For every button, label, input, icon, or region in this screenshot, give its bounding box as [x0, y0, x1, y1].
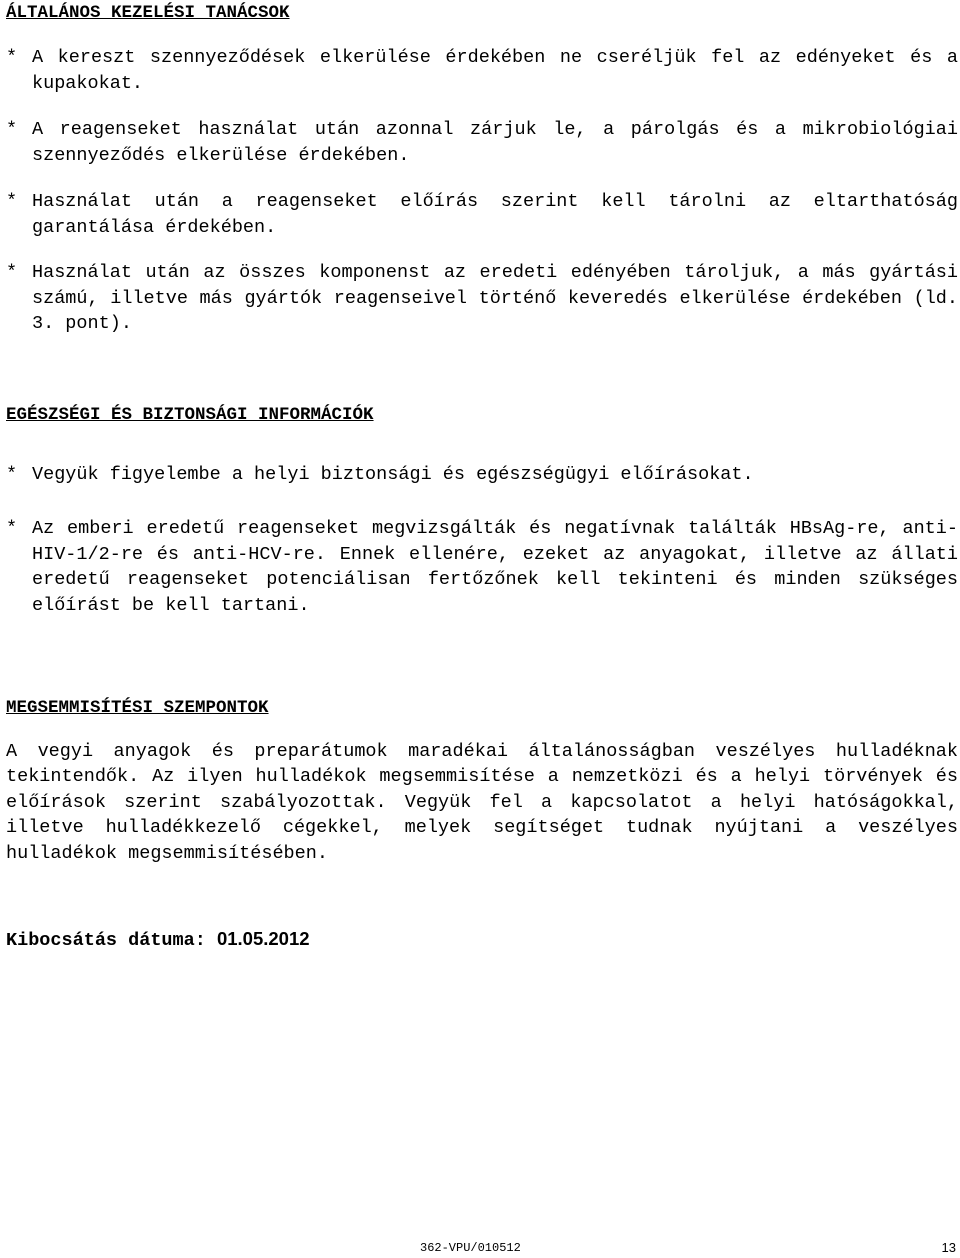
bullet-marker: *: [6, 191, 18, 212]
bullet-marker: *: [6, 518, 18, 539]
list-item-text: Használat után a reagenseket előírás szerint kell tárolni az eltarthatóság garantálása érdekében.: [32, 191, 958, 238]
list-item-text: A kereszt szennyeződések elkerülése érdekében ne cseréljük fel az edényeket és a kupakokat.: [32, 47, 958, 94]
issue-date: [6, 928, 310, 951]
bullet-marker: *: [6, 464, 18, 485]
list-item-text: A reagenseket használat után azonnal zárjuk le, a párolgás és a mikrobiológiai szennyeződés elkerülése érdekében.: [32, 119, 958, 166]
section-title-general: ÁLTALÁNOS KEZELÉSI TANÁCSOK: [6, 3, 290, 23]
section-title-disposal: MEGSEMMISÍTÉSI SZEMPONTOK: [6, 698, 269, 718]
page-number: 13: [941, 1240, 956, 1255]
list-item: [6, 117, 958, 168]
list-item-text: Használat után az összes komponenst az eredeti edényében tároljuk, a más gyártási számú, illetve más gyártók reagenseivel történő keveredés elkerülése érdekében (ld. 3. pont).: [32, 262, 958, 335]
issue-date-label: Kibocsátás dátuma:: [6, 930, 206, 951]
list-item: [6, 45, 958, 96]
issue-date-value: 01.05.2012: [216, 928, 310, 949]
list-item-text: Vegyük figyelembe a helyi biztonsági és egészségügyi előírásokat.: [32, 464, 754, 485]
document-code: 362-VPU/010512: [420, 1241, 521, 1255]
list-item: [6, 462, 958, 488]
section-title-health: EGÉSZSÉGI ÉS BIZTONSÁGI INFORMÁCIÓK: [6, 405, 374, 425]
list-item: [6, 260, 958, 337]
disposal-paragraph: A vegyi anyagok és preparátumok maradékai általánosságban veszélyes hulladéknak tekintendők. Az ilyen hulladékok megsemmisítése a nemzetközi és a helyi törvények és előírások szerint szabályozottak. Vegyük fel a kapcsolatot a helyi hatóságokkal, illetve hulladékkezelő cégekkel, melyek segítséget tudnak nyújtani a veszélyes hulladékok megsemmisítésében.: [6, 741, 958, 864]
bullet-marker: *: [6, 119, 18, 140]
list-item: [6, 189, 958, 240]
list-item-text: Az emberi eredetű reagenseket megvizsgálták és negatívnak találták HBsAg-re, anti-HIV-1/2-re és anti-HCV-re. Ennek ellenére, ezeket az anyagokat, illetve az állati eredetű reagenseket potenciálisan fertőzőnek kell tekinteni és minden szükséges előírást be kell tartani.: [32, 518, 958, 616]
bullet-marker: *: [6, 262, 18, 283]
bullet-marker: *: [6, 47, 18, 68]
list-item: [6, 516, 958, 618]
